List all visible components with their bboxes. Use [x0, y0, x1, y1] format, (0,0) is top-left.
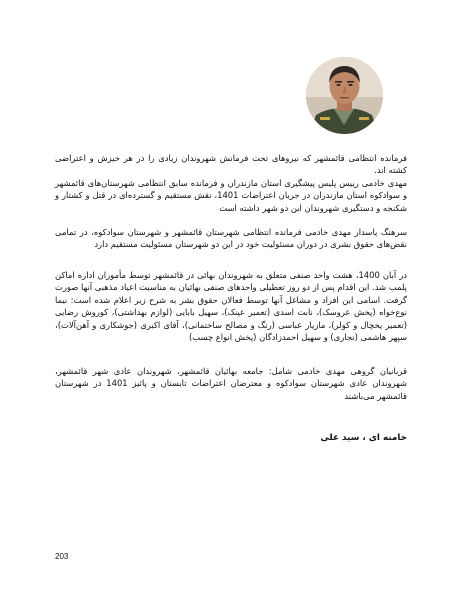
portrait-photo: [306, 57, 383, 134]
paragraph-block-2: [55, 226, 407, 251]
paragraph-victims: قربانیان گروهی مهدی خادمی شامل: جامعه بهائیان قائمشهر، شهروندان عادی شهر قائمشهر، شهروندان عادی شهرستان سوادکوه و معترضان اعتراضات تابستان و پائیز 1401 در شهرستان قائمشهر می‌باشند: [55, 366, 408, 401]
page-number: 203: [55, 552, 69, 561]
paragraph-responsibility: سرهنگ پاسدار مهدی خادمی فرمانده انتظامی شهرستان قائمشهر و شهرستان سوادکوه، در تمامی نقض‌های حقوق بشری در دوران مسئولیت خود در این دو شهرستان مسئولیت مستقیم دارد: [55, 227, 407, 250]
paragraph-commander-summary: فرمانده انتظامی قائمشهر که نیروهای تحت فرمانش شهروندان زیادی را در هر خیزش و اعتراضی کشته اند.: [55, 153, 407, 176]
portrait-image: [306, 57, 383, 134]
paragraph-khademi-role: مهدی خادمی رییس پلیس پیشگیری استان مازندران و فرمانده سابق انتظامی شهرستان‌های قائمشهر و سوادکوه استان مازندران در جریان اعتراضات 1401، نقش مستقیم و گسترده‌ای در قتل و کشتار و شکنجه و دستگیری شهروندان این دو شهر داشته است: [55, 177, 407, 213]
paragraph-bahai-shops: در آبان 1400، هشت واحد صنفی متعلق به شهروندان بهائی در قائمشهر توسط مأموران اداره اماکن پلمب شد. این اقدام پس از دو روز تعطیلی واحدهای صنفی بهائیان به مناسبت اعیاد مذهبی آنها صورت گرفت. اسامی این افراد و مشاغل آنها توسط فعالان حقوق بشر به شرح زیر اعلام شده است: نیما نوع‌خواه (پخش عروسک)، نابت اسدی (تعمیر عینک)، سهیل بابایی (لوازم بهداشتی)، کوروش رضایی (تعمیر یخچال و کولر)، مازیار عباسی (رنگ و مصالح ساختمانی)، آقای اکبری (جوشکاری و آهن‌آلات)، سپهر هاشمی (نجاری) و سهیل احمدزادگان (پخش انواع چسب): [55, 270, 407, 343]
paragraph-block-1: [55, 152, 407, 214]
paragraph-block-3: [55, 269, 407, 343]
paragraph-block-4: [55, 365, 407, 402]
signature-line: خامنه ای ، سید علی: [320, 433, 407, 443]
